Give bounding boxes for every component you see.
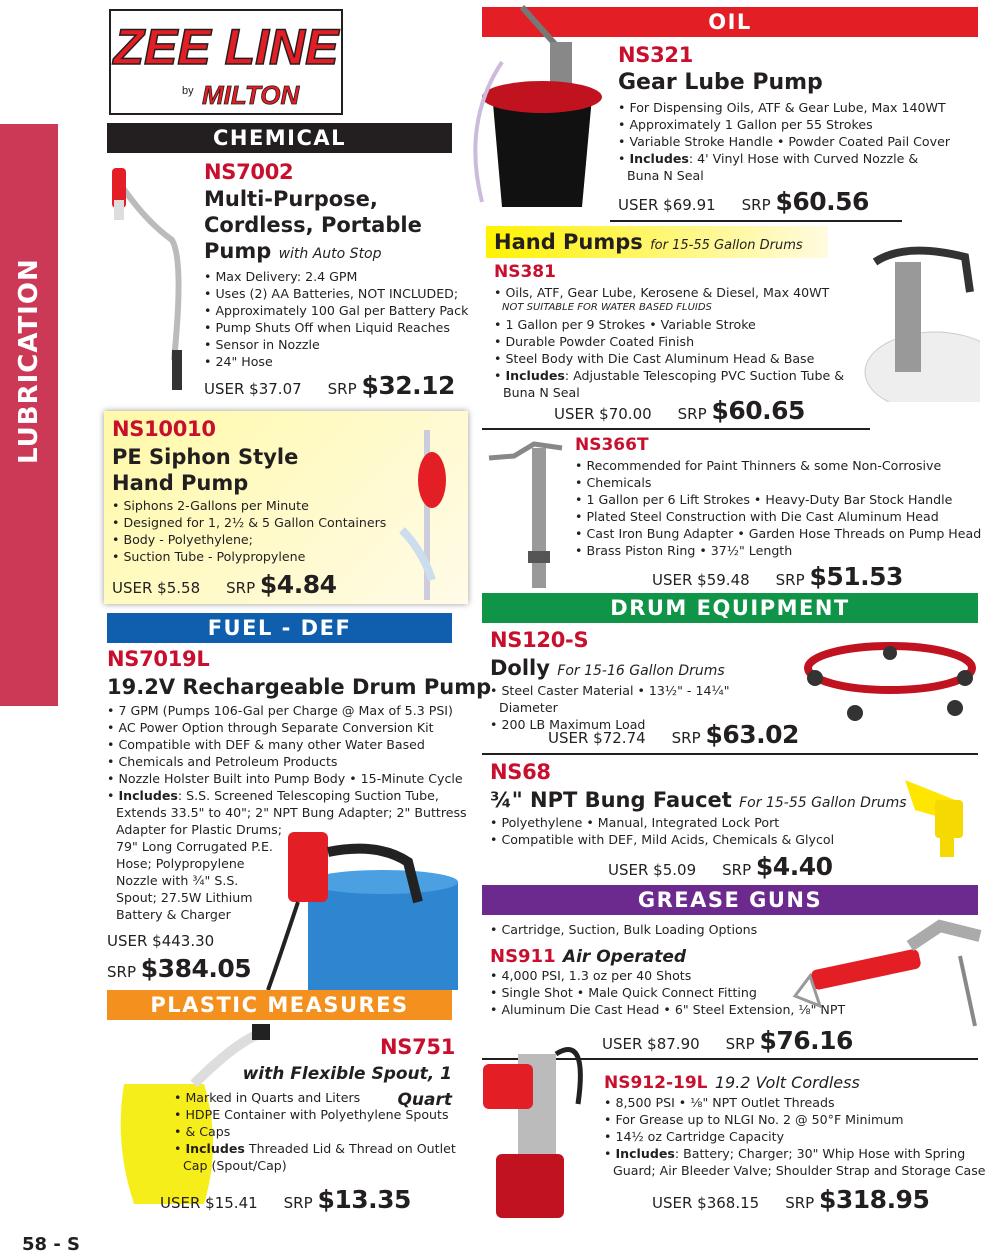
- brand-logo: [108, 8, 344, 116]
- sidebar-tab: [0, 124, 58, 706]
- ns321-includes: • Includes: 4' Vinyl Hose with Curved Nozzle & Buna N Seal: [618, 151, 919, 183]
- ns10010-title: PE Siphon Style Hand Pump: [112, 445, 299, 495]
- ns91219l-includes: • Includes: Battery; Charger; 30" Whip Hose with Spring Guard; Air Bleeder Valve; Shoulder Strap and Storage Case: [604, 1146, 986, 1178]
- siphon-pump-image: [392, 420, 462, 600]
- ns7002-bullets: • Max Delivery: 2.4 GPM • Uses (2) AA Batteries, NOT INCLUDED; • Approximately 100 Gal per Battery Pack • Pump Shuts Off when Liquid Reaches • Sensor in Nozzle • 24" Hose: [204, 268, 474, 370]
- ns321-sku: NS321: [618, 43, 694, 67]
- gear-lube-pump-image: [462, 2, 612, 212]
- ns381-price: USER $70.00 SRP $60.65: [554, 396, 805, 425]
- logo-milton: MILTON: [202, 80, 300, 110]
- ns911-bullets: • 4,000 PSI, 1.3 oz per 40 Shots • Single Shot • Male Quick Connect Fitting • Aluminum Die Cast Head • 6" Steel Extension, ⅛" NPT: [490, 967, 870, 1018]
- ns366t-price: USER $59.48 SRP $51.53: [652, 562, 903, 591]
- ns751-price: USER $15.41 SRP $13.35: [160, 1185, 411, 1214]
- air-grease-gun-image: [790, 916, 985, 1028]
- logo-zeeline: ZEE LINE: [113, 19, 339, 75]
- ns68-price: USER $5.09 SRP $4.40: [608, 852, 833, 881]
- ns91219l-title: NS912-19L 19.2 Volt Cordless: [604, 1073, 860, 1093]
- ns120s-price: USER $72.74 SRP $63.02: [548, 720, 799, 749]
- drum-pump-image: [258, 822, 468, 990]
- ns7019l-bullets: • 7 GPM (Pumps 106-Gal per Charge @ Max of 5.3 PSI) • AC Power Option through Separate Conversion Kit • Compatible with DEF & many other Water Based • Chemicals and Petroleum Products • Nozzle Holster Built into Pump Body • 15-Minute Cycle: [107, 702, 467, 787]
- logo-by: by: [182, 85, 194, 97]
- ns321-bullets: • For Dispensing Oils, ATF & Gear Lube, Max 140WT • Approximately 1 Gallon per 55 Strokes • Variable Stroke Handle • Powder Coated Pail Cover: [618, 99, 978, 150]
- ns321-price: USER $69.91 SRP $60.56: [618, 187, 869, 216]
- ns7002-sku: NS7002: [204, 160, 294, 184]
- cordless-pump-image: [104, 160, 199, 400]
- ns120s-sku: NS120-S: [490, 628, 589, 652]
- ns68-bullets: • Polyethylene • Manual, Integrated Lock Port • Compatible with DEF, Mild Acids, Chemicals & Glycol: [490, 814, 870, 848]
- grease-intro: • Cartridge, Suction, Bulk Loading Options: [490, 921, 790, 938]
- ns91219l-bullets: • 8,500 PSI • ⅛" NPT Outlet Threads • For Grease up to NLGI No. 2 @ 50°F Minimum • 14½ oz Cartridge Capacity: [604, 1094, 984, 1145]
- ns381-note: NOT SUITABLE FOR WATER BASED FLUIDS: [502, 302, 712, 313]
- page-number: 58 - S: [22, 1234, 81, 1255]
- ns7019l-user: USER $443.30: [107, 932, 215, 950]
- ns7002-price: USER $37.07 SRP $32.12: [204, 371, 455, 400]
- section-fuel-def: FUEL - DEF: [107, 613, 452, 643]
- ns751-includes: • Includes Threaded Lid & Thread on Outlet Cap (Spout/Cap): [174, 1141, 456, 1173]
- ns381-includes: • Includes: Adjustable Telescoping PVC Suction Tube & Buna N Seal: [494, 368, 845, 400]
- section-drum-equipment: DRUM EQUIPMENT: [482, 593, 978, 623]
- bung-faucet-image: [895, 770, 975, 860]
- dolly-image: [795, 628, 985, 728]
- hand-pump-ns366t-image: [484, 436, 569, 591]
- ns68-title: ¾" NPT Bung Faucet For 15-55 Gallon Drums: [490, 788, 907, 812]
- divider: [482, 428, 870, 430]
- ns91219l-price: USER $368.15 SRP $318.95: [652, 1185, 930, 1214]
- ns751-sku: NS751: [380, 1035, 456, 1059]
- ns7019l-includes: • Includes: S.S. Screened Telescoping Suction Tube, Extends 33.5" to 40"; 2" NPT Bung Adapter; 2" Buttress Adapter for Plastic Drums; 79" Long Corrugated P.E. Hose; Polypropylene Nozzle with ¾" S.S. Spout; 27.5W Lithium Battery & Charger: [107, 788, 467, 922]
- ns366t-sku: NS366T: [575, 435, 649, 455]
- ns120s-title: Dolly For 15-16 Gallon Drums: [490, 656, 725, 680]
- ns751-bullets: • Marked in Quarts and Liters • HDPE Container with Polyethylene Spouts • & Caps: [174, 1089, 464, 1140]
- section-plastic-measures: PLASTIC MEASURES: [107, 990, 452, 1020]
- ns366t-bullets: • Recommended for Paint Thinners & some Non-Corrosive • Chemicals • 1 Gallon per 6 Lift Strokes • Heavy-Duty Bar Stock Handle • Plated Steel Construction with Die Cast Aluminum Head • Cast Iron Bung Adapter • Garden Hose Threads on Pump Head • Brass Piston Ring • 37½" Length: [575, 457, 985, 559]
- ns381-sku: NS381: [494, 262, 556, 282]
- ns10010-price: USER $5.58 SRP $4.84: [112, 570, 337, 599]
- divider: [610, 220, 902, 222]
- ns7002-title: Multi-Purpose, Cordless, Portable Pump with Auto Stop: [204, 187, 422, 263]
- ns751-title: with Flexible Spout, 1 Quart: [242, 1064, 452, 1110]
- hand-pump-ns381-image: [855, 232, 980, 402]
- ns120s-bullets: • Steel Caster Material • 13½" - 14¼" Diameter • 200 LB Maximum Load: [490, 682, 790, 733]
- sidebar-label: LUBRICATION: [14, 258, 44, 464]
- section-grease-guns: GREASE GUNS: [482, 885, 978, 915]
- divider: [482, 753, 978, 755]
- cordless-grease-gun-image: [478, 1024, 603, 1224]
- ns7019l-sku: NS7019L: [107, 647, 210, 671]
- ns911-title: NS911 Air Operated: [490, 946, 687, 967]
- section-chemical: CHEMICAL: [107, 123, 452, 153]
- ns911-price: USER $87.90 SRP $76.16: [602, 1026, 853, 1055]
- ns381-bullets-2: • 1 Gallon per 9 Strokes • Variable Stroke • Durable Powder Coated Finish • Steel Body with Die Cast Aluminum Head & Base: [494, 316, 854, 367]
- ns68-sku: NS68: [490, 760, 551, 784]
- ns321-title: Gear Lube Pump: [618, 70, 823, 95]
- ns381-bullets: • Oils, ATF, Gear Lube, Kerosene & Diesel, Max 40WT: [494, 284, 854, 301]
- ns10010-sku: NS10010: [112, 417, 216, 441]
- section-oil: OIL: [482, 7, 978, 37]
- ns7019l-title: 19.2V Rechargeable Drum Pump: [107, 675, 492, 699]
- ns10010-bullets: • Siphons 2-Gallons per Minute • Designed for 1, 2½ & 5 Gallon Containers • Body - Polyethylene; • Suction Tube - Polypropylene: [112, 497, 402, 565]
- ns7019l-srp: SRP $384.05: [107, 954, 252, 983]
- hand-pumps-title: Hand Pumps for 15-55 Gallon Drums: [494, 230, 803, 254]
